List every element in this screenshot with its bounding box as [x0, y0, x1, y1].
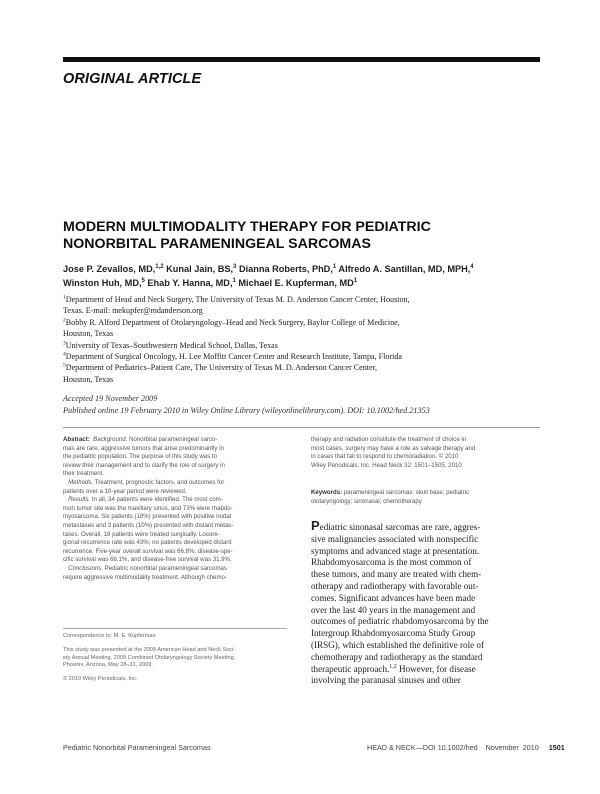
affiliation-num: 2	[63, 317, 66, 324]
abstract-line	[63, 436, 287, 445]
abstract-text: Nonorbital parameningeal sarco-	[127, 436, 218, 443]
abstract-text: Pediatric nonorbital parameningeal sarcomas	[102, 564, 227, 572]
body-text-span: therapeutic approach.	[311, 663, 390, 674]
running-title: Pediatric Nonorbital Parameningeal Sarcomas	[63, 743, 211, 752]
body-line: otherapy and radiotherapy with favorable out-	[311, 580, 479, 591]
section-label: ORIGINAL ARTICLE	[63, 71, 202, 87]
abstract-line: their treatment.	[63, 470, 104, 478]
title-line-1: MODERN MULTIMODALITY THERAPY FOR PEDIATRIC	[63, 219, 431, 235]
copyright-note: © 2010 Wiley Periodicals, Inc.	[63, 676, 138, 683]
page-number: 1501	[548, 743, 565, 752]
header-rule	[63, 57, 540, 62]
body-line: over the last 40 years in the management and	[311, 604, 476, 615]
affiliation-text: University of Texas–Southwestern Medical School, Dallas, Texas	[65, 340, 278, 350]
body-line: these tumors, and many are treated with chem-	[311, 569, 482, 580]
author-line-2	[63, 276, 543, 290]
affiliation-text: Department of Head and Neck Surgery, The University of Texas M. D. Anderson Cancer Center, Houston,	[65, 295, 410, 304]
abstract-line: most cases, surgery may have a role as salvage therapy and	[311, 444, 476, 452]
abstract-text: Treatment, prognostic factors, and outcomes for	[93, 478, 225, 486]
author-list	[63, 262, 543, 290]
abstract-label: Results.	[68, 496, 91, 504]
keywords-text: parameningeal sarcomas; skull base; pediatric	[342, 489, 470, 496]
affiliation-2	[63, 317, 543, 328]
affiliation-text: Houston, Texas	[63, 374, 114, 384]
affiliation-4	[63, 351, 543, 362]
affiliation-text: Houston, Texas	[63, 329, 114, 339]
abstract-line	[63, 479, 287, 488]
correspondence-note: Correspondence to: M. E. Kupferman	[63, 633, 156, 639]
affiliation-5	[63, 362, 543, 373]
presentation-note: This study was presented at the 2009 American Head and Neck Soci-	[63, 646, 236, 653]
author-affil-sup: 4	[470, 263, 474, 270]
affiliation-num: 1	[63, 294, 66, 301]
abstract	[63, 436, 287, 582]
author-affil-sup: 1	[353, 277, 358, 284]
journal-footer	[367, 743, 565, 752]
author-affil-sup: 3	[233, 263, 237, 270]
publication-dates	[63, 393, 543, 416]
abstract-line: patients over a 10-year period were reviewed.	[63, 487, 187, 495]
abstract-label: Methods.	[68, 478, 94, 486]
abstract-line: recurrence. Five-year overall survival was 66.8%, disease-spe-	[63, 547, 233, 555]
author-name: Michael E. Kupferman, MD	[235, 278, 354, 288]
abstract-line: gional recurrence rate was 43%; no patients developed distant	[63, 539, 232, 547]
abstract-line: cific survival was 68.1%, and disease-free survival was 31.9%.	[63, 556, 232, 564]
citation-sup: 1,2	[389, 663, 397, 670]
title-line-2: NONORBITAL PARAMENINGEAL SARCOMAS	[63, 236, 371, 252]
email-text: Texas. E-mail: mekupfer@mdanderson.org	[63, 306, 203, 316]
abstract-line	[63, 565, 287, 574]
abstract-line: the pediatric population. The purpose of this study was to	[63, 453, 218, 461]
body-line: chemotherapy and radiotherapy as the standard	[311, 651, 483, 662]
abstract-label: Conclusions.	[68, 564, 103, 572]
author-name: Dianna Roberts, PhD,	[236, 264, 333, 274]
affiliation-text: Department of Pediatrics–Patient Care, The University of Texas M. D. Anderson Cancer Center,	[65, 363, 377, 373]
affiliation-2-cont	[63, 328, 543, 339]
affiliation-3	[63, 340, 543, 351]
keywords	[311, 489, 541, 506]
accepted-date: Accepted 19 November 2009	[63, 394, 158, 403]
abstract-label: Background.	[93, 436, 128, 443]
body-line: comes. Significant advances have been made	[311, 592, 476, 603]
author-name: Kunal Jain, BS,	[163, 264, 234, 274]
author-affil-sup: 1	[232, 277, 236, 284]
affiliation-num: 3	[63, 339, 66, 346]
keywords-label: Keywords:	[311, 489, 343, 496]
article-title	[63, 219, 533, 253]
body-text	[311, 518, 543, 687]
abstract-line: Wiley Periodicals, Inc. Head Neck 32: 1501–1505, 2010	[311, 461, 462, 469]
published-line: Published online 19 February 2010 in Wiley Online Library (wileyonlinelibrary.com). DOI: 10.1002/hed.21353	[63, 405, 430, 415]
abstract-line	[63, 496, 287, 505]
body-line: (IRSG), which established the definitive role of	[311, 639, 484, 650]
affiliation-num: 5	[63, 362, 66, 369]
section-divider	[63, 427, 540, 428]
affiliations	[63, 294, 543, 385]
author-line-1	[63, 262, 543, 276]
abstract-text: In all, 34 patients were identified. The most com-	[90, 496, 223, 504]
affiliation-1-cont	[63, 305, 543, 316]
body-line	[311, 664, 543, 676]
body-text-span: ediatric sinonasal sarcomas are rare, aggres-	[319, 522, 481, 532]
abstract-line: in cases that fail to respond to chemoradiation. © 2010	[311, 453, 459, 461]
abstract-line: review their management and to clarify the role of surgery in	[63, 461, 225, 469]
abstract-line: tases. Overall, 18 patients were treated surgically. Locore-	[63, 530, 220, 538]
abstract-continuation	[311, 436, 541, 470]
body-line: Rhabdomyosarcoma is the most common of	[311, 557, 472, 568]
presentation-note: ety Annual Meeting, 2009 Combined Otolaryngology Society Meeting,	[63, 654, 236, 661]
abstract-line: mas are rare, aggressive tumors that arise predominantly in	[63, 444, 224, 452]
presentation-note: Phoenix, Arizona, May 28–31, 2009.	[63, 662, 153, 669]
author-name: Jose P. Zevallos, MD,	[63, 264, 156, 274]
drop-cap: P	[311, 518, 320, 533]
abstract-heading: Abstract:	[63, 436, 90, 443]
body-line: involving the paranasal sinuses and other	[311, 675, 461, 686]
footnote-rule	[63, 628, 287, 629]
author-affil-sup: 5	[141, 277, 145, 284]
author-affil-sup: 1,2	[155, 263, 164, 270]
body-line: sive malignancies associated with nonspecific	[311, 533, 479, 544]
body-line: symptoms and advanced stage at presentation.	[311, 545, 480, 556]
body-line: Intergroup Rhabdomyosarcoma Study Group	[311, 628, 476, 639]
keywords-line: otolaryngology; sinonasal; chemotherapy	[311, 497, 422, 505]
affiliation-1	[63, 294, 543, 305]
body-line: outcomes of pediatric rhabdomyosarcoma by the	[311, 616, 489, 627]
body-line	[311, 518, 543, 534]
author-name: Winston Huh, MD,	[63, 278, 142, 288]
abstract-line: myosarcoma. Six patients (18%) presented with positive nodal	[63, 513, 231, 521]
keywords-line	[311, 489, 541, 498]
abstract-line: require aggressive multimodality treatment. Although chemo-	[63, 573, 227, 581]
abstract-line: therapy and radiation constitute the treatment of choice in	[311, 436, 467, 443]
affiliation-text: Department of Surgical Oncology, H. Lee Moffitt Cancer Center and Research Institute, Tampa, Florida	[65, 352, 403, 362]
author-affil-sup: 1	[332, 263, 337, 270]
footnotes	[63, 633, 287, 684]
author-name: Ehab Y. Hanna, MD,	[144, 278, 233, 288]
affiliation-text: Bobby R. Alford Department of Otolaryngology–Head and Neck Surgery, Baylor College of Medicine,	[65, 317, 400, 327]
abstract-line: metastases and 3 patients (10%) presented with distant metas-	[63, 521, 234, 529]
affiliation-num: 4	[63, 351, 66, 358]
body-text-span: However, for disease	[396, 663, 476, 674]
journal-info: HEAD & NECK—DOI 10.1002/hed November 2010	[367, 743, 539, 752]
abstract-line: mon tumor site was the maxillary sinus, and 73% were rhabdo-	[63, 504, 233, 512]
affiliation-5-cont	[63, 374, 543, 385]
author-name: Alfredo A. Santillan, MD, MPH,	[336, 264, 471, 274]
